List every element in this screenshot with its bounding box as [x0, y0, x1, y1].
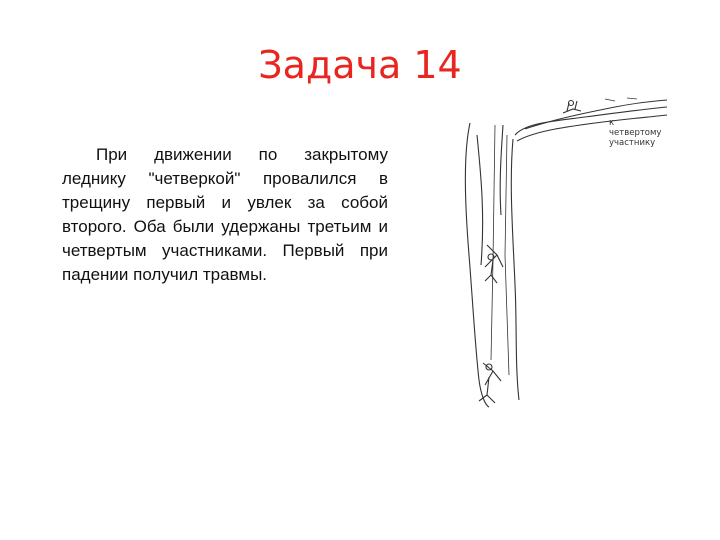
- illustration-label-line1: к: [609, 118, 615, 128]
- slide-title: Задача 14: [258, 43, 462, 88]
- task-description: При движении по закрытому леднику "четверкой" провалился в трещину первый и увлек за собой второго. Оба были удержаны третьим и четвертым участниками. Первый при падении получил травмы.: [62, 145, 388, 284]
- illustration-label-line2: четвертому: [609, 128, 662, 138]
- crevasse-illustration: [455, 95, 670, 415]
- illustration-label-line3: участнику: [609, 138, 656, 148]
